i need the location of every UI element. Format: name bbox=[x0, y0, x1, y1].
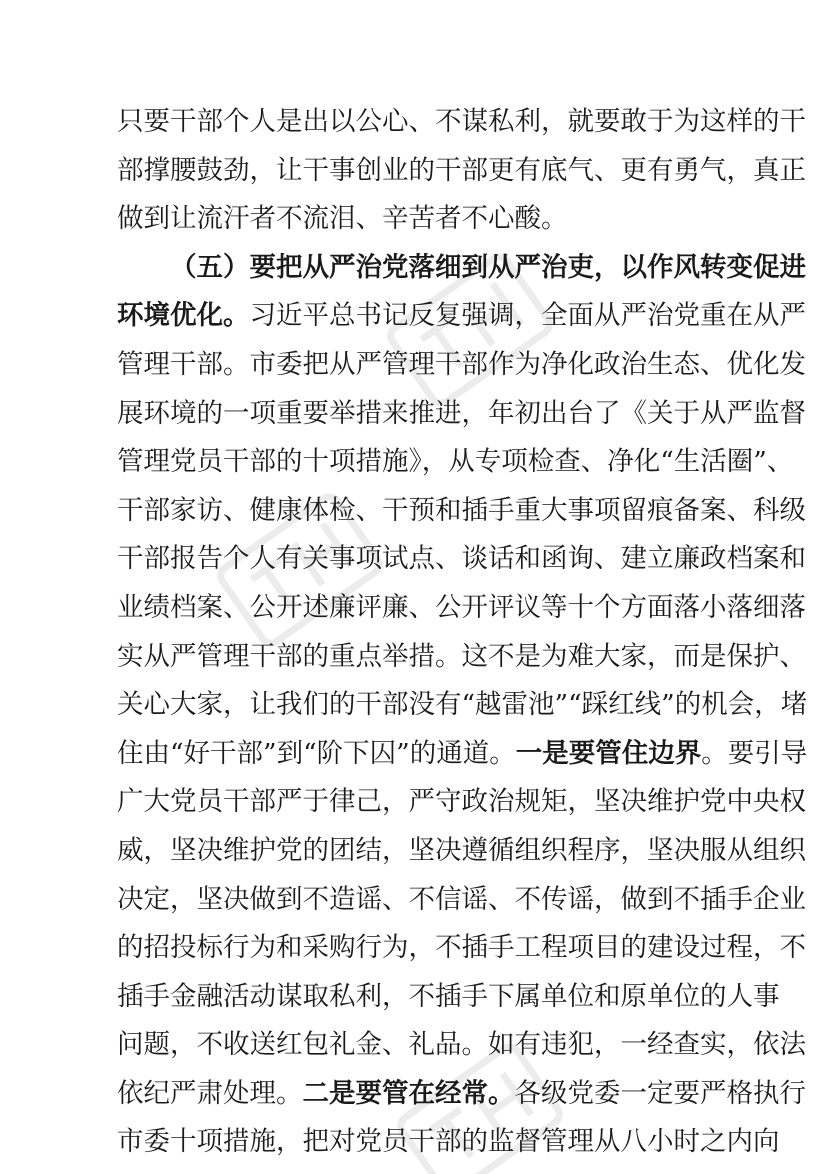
text-line bbox=[117, 681, 808, 730]
text-line bbox=[117, 195, 717, 244]
body-text bbox=[117, 98, 808, 1167]
text-segment: 决定，坚决做到不造谣、不信谣、不传谣，做到不插手企业 bbox=[117, 883, 806, 915]
bold-text-segment: 一是要管住边界 bbox=[515, 737, 702, 769]
text-segment: 管理干部。市委把从严管理干部作为净化政治生态、优化发 bbox=[117, 348, 806, 380]
text-segment: 实从严管理干部的重点举措。这不是为难大家，而是保护、 bbox=[117, 640, 806, 672]
bold-text-segment: 二是要管在经常。 bbox=[302, 1077, 515, 1109]
text-segment: 依纪严肃处理。 bbox=[117, 1077, 303, 1109]
text-segment: 住由“好干部”到“阶下囚”的通道。 bbox=[117, 737, 516, 769]
text-line bbox=[117, 438, 794, 487]
text-segment: 市委十项措施，把对党员干部的监督管理从八小时之内向 bbox=[117, 1126, 780, 1158]
text-line bbox=[117, 778, 806, 827]
text-line bbox=[117, 487, 806, 536]
bold-text-segment: （五）要把从严治党落细到从严治吏，以作风转变促进 bbox=[170, 251, 806, 283]
text-segment: 各级党委一定要严格执行 bbox=[514, 1077, 806, 1109]
text-segment: 威，坚决维护党的团结，坚决遵循组织程序，坚决服从组织 bbox=[117, 834, 806, 866]
text-segment: 问题，不收送红包礼金、礼品。如有违犯，一经查实，依法 bbox=[117, 1029, 806, 1061]
text-line bbox=[117, 827, 806, 876]
text-line bbox=[117, 98, 806, 147]
text-line bbox=[117, 584, 806, 633]
text-line bbox=[117, 292, 806, 341]
text-segment: 关心大家，让我们的干部没有“越雷池”“踩红线”的机会，堵 bbox=[117, 689, 808, 721]
text-line bbox=[117, 244, 806, 293]
text-line bbox=[117, 390, 806, 439]
text-line bbox=[117, 876, 806, 925]
text-line bbox=[117, 147, 806, 196]
text-line bbox=[117, 535, 806, 584]
text-line bbox=[117, 1070, 806, 1119]
text-segment: 插手金融活动谋取私利，不插手下属单位和原单位的人事 bbox=[117, 980, 780, 1012]
text-segment: 部撑腰鼓劲，让干事创业的干部更有底气、更有勇气，真正 bbox=[117, 154, 806, 186]
text-segment: 只要干部个人是出以公心、不谋私利，就要敢于为这样的干 bbox=[117, 106, 806, 137]
text-segment: 展环境的一项重要举措来推进，年初出台了《关于从严监督 bbox=[117, 397, 806, 429]
text-segment: 习近平总书记反复强调，全面从严治党重在从严 bbox=[249, 300, 806, 332]
text-line bbox=[117, 973, 780, 1022]
text-segment: 。要引导 bbox=[701, 737, 808, 769]
text-segment: 做到让流汗者不流泪、辛苦者不心酸。 bbox=[117, 203, 568, 235]
text-line bbox=[117, 1021, 806, 1070]
text-line bbox=[117, 1118, 780, 1167]
text-segment: 干部报告个人有关事项试点、谈话和函询、建立廉政档案和 bbox=[117, 543, 806, 575]
text-segment: 干部家访、健康体检、干预和插手重大事项留痕备案、科级 bbox=[117, 494, 806, 526]
text-line bbox=[117, 341, 806, 390]
text-segment: 业绩档案、公开述廉评廉、公开评议等十个方面落小落细落 bbox=[117, 591, 806, 623]
bold-text-segment: 环境优化。 bbox=[117, 300, 250, 332]
text-segment: 管理党员干部的十项措施》，从专项检查、净化“生活圈”、 bbox=[117, 446, 794, 478]
text-line bbox=[117, 730, 808, 779]
text-line bbox=[117, 633, 806, 682]
text-segment: 广大党员干部严于律己，严守政治规矩，坚决维护党中央权 bbox=[117, 786, 806, 818]
text-segment: 的招投标行为和采购行为，不插手工程项目的建设过程，不 bbox=[117, 932, 806, 964]
text-line bbox=[117, 924, 806, 973]
